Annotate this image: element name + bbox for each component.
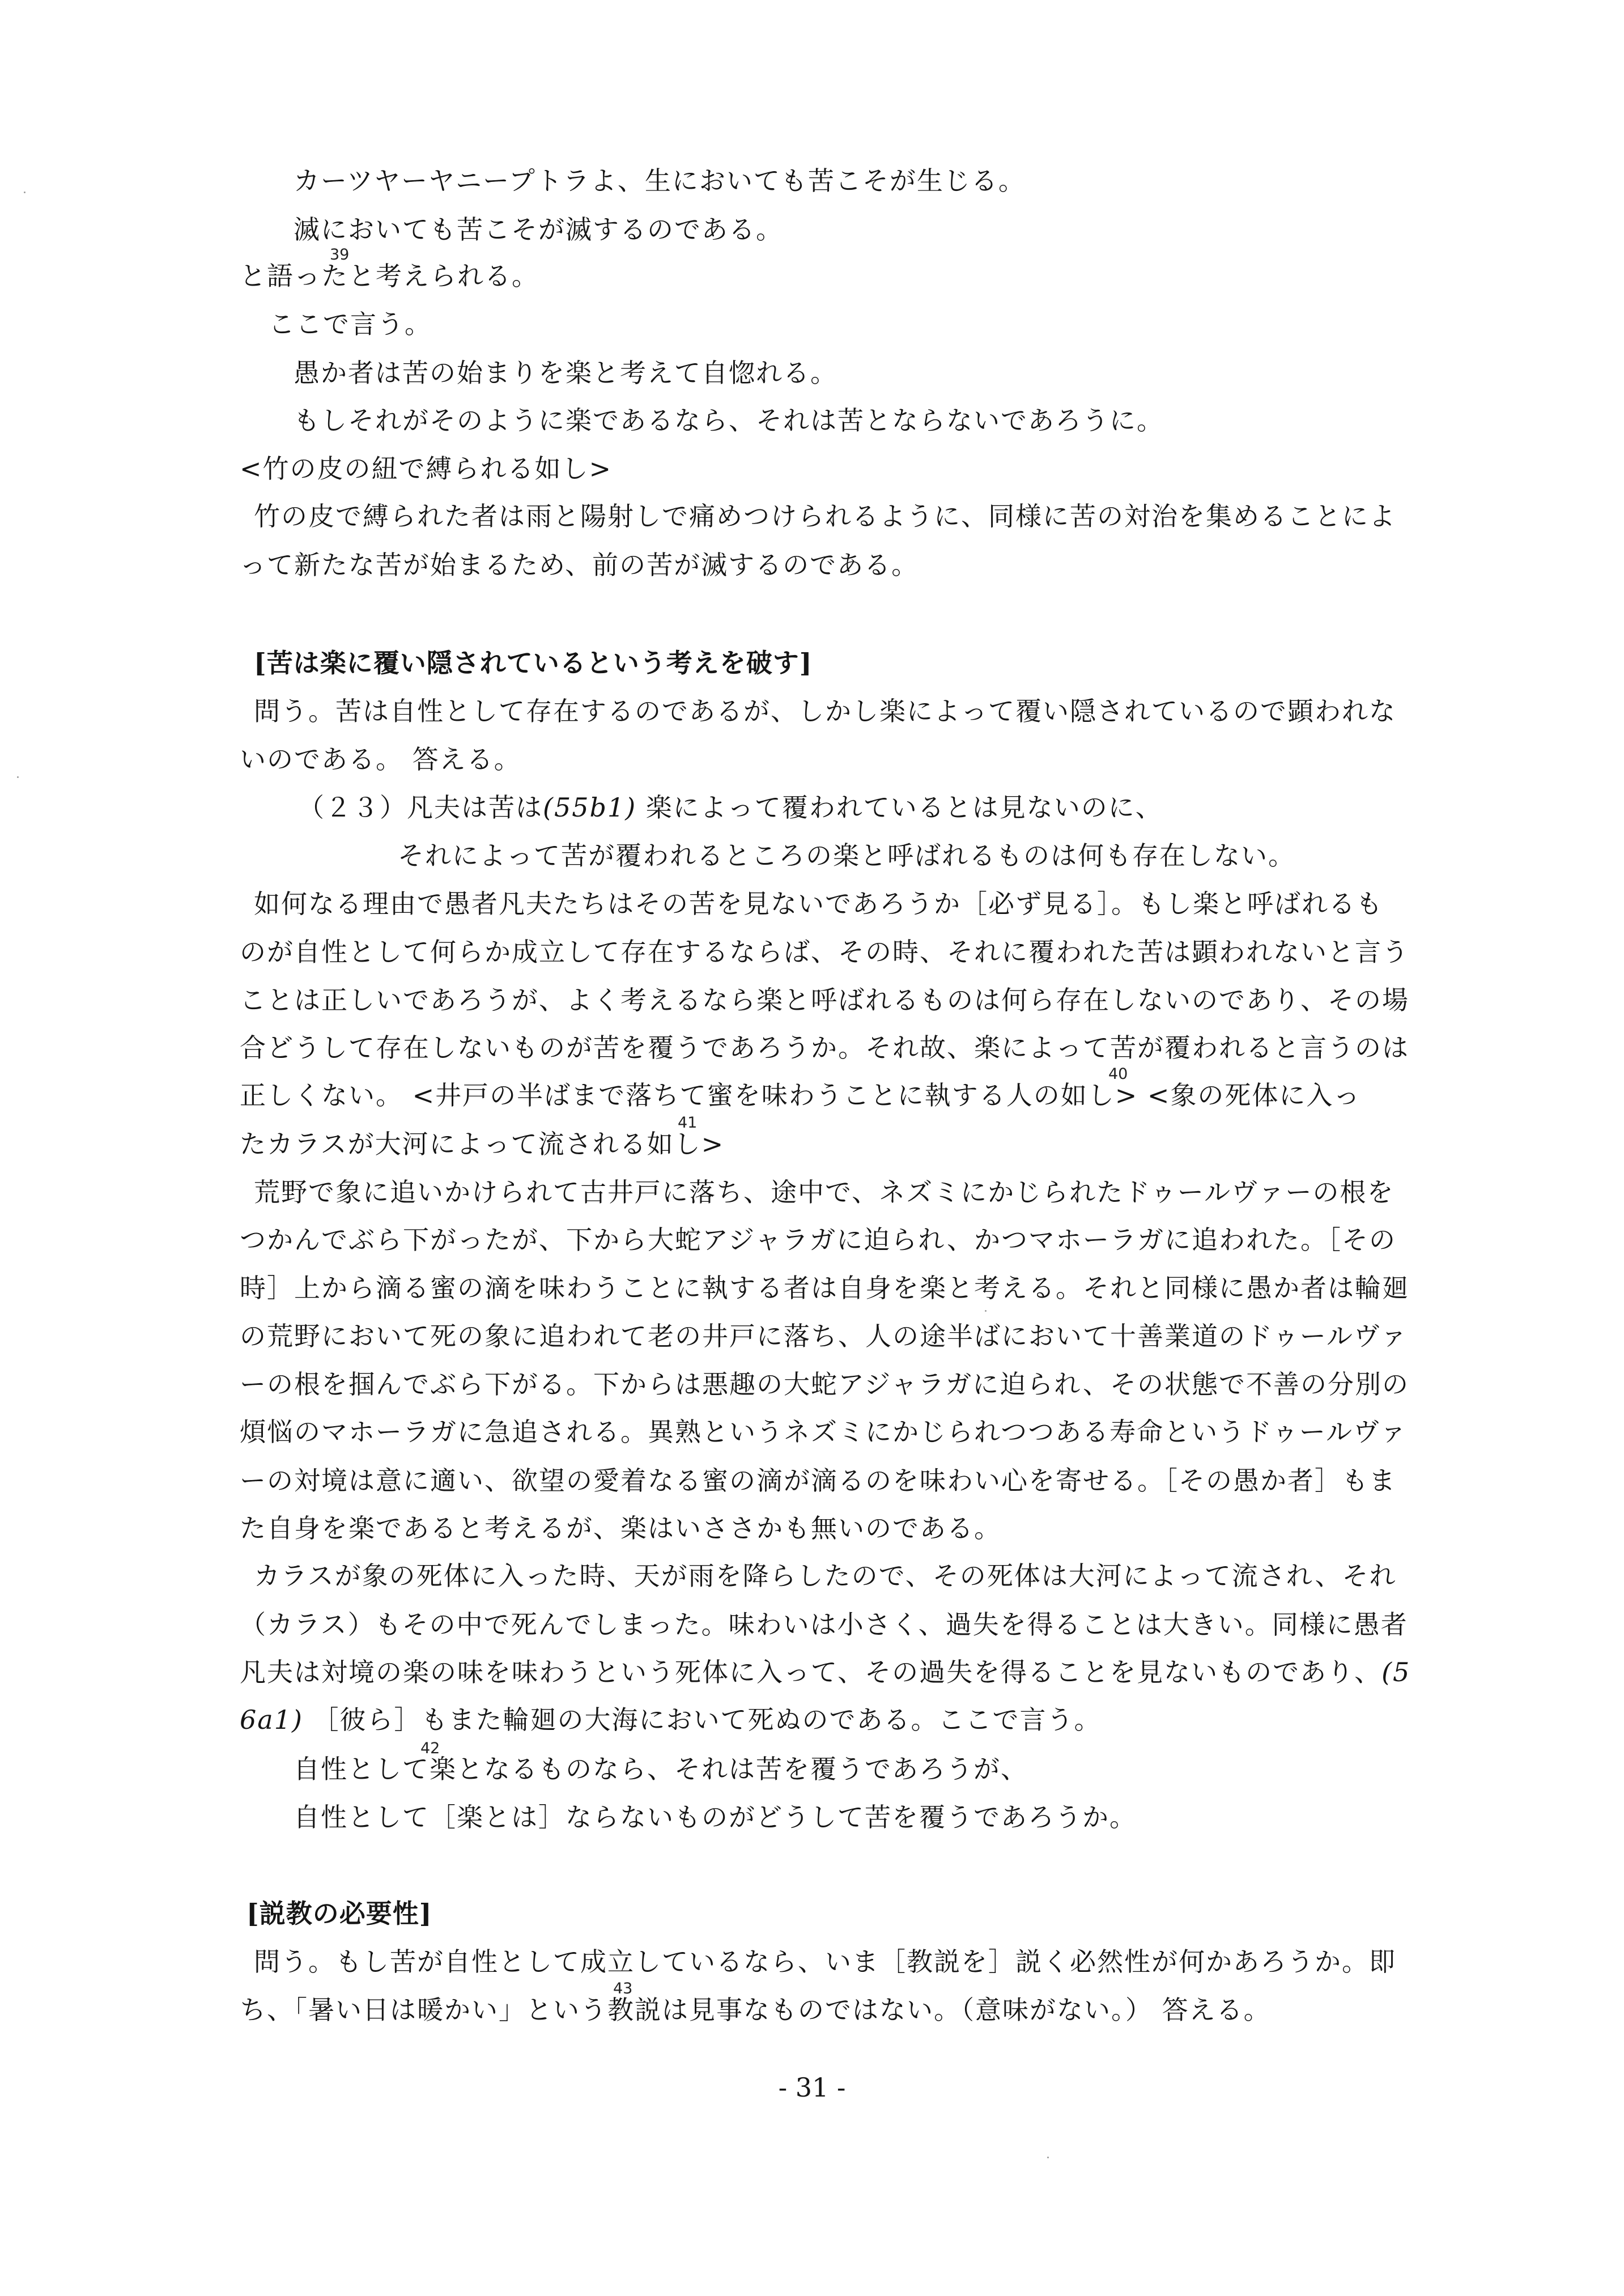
verse-text: 楽によって覆われているとは見ないのに、 [636, 792, 1163, 823]
paragraph-line: ことは正しいであろうが、よく考えるなら楽と呼ばれるものは何ら存在しないのであり、その場 [240, 985, 1409, 1015]
scan-speck [17, 776, 19, 778]
scan-speck [1047, 2157, 1049, 2158]
page-reference: (55b1) [543, 792, 637, 823]
verse-line: カーツヤーヤニープトラよ、生においても苦こそが生じる。 [294, 165, 1026, 196]
verse-line [298, 791, 1163, 824]
simile-title: <竹の皮の紐で縛られる如し> [240, 453, 613, 484]
verse-line: 愚か者は苦の始まりを楽と考えて自惚れる。 [294, 358, 837, 388]
paragraph-text: 凡夫は対境の楽の味を味わうという死体に入って、その過失を得ることを見ないものであり、 [240, 1657, 1382, 1687]
paragraph-text: ［彼ら］もまた輪廻の大海において死ぬのである。ここで言う。 [303, 1704, 1102, 1735]
paragraph-line: 問う。もし苦が自性として成立しているなら、いま［教説を］説く必然性が何かあろうか。即 [254, 1946, 1396, 1977]
paragraph-line: 正しくない。 <井戸の半ばまで落ちて蜜を味わうことに執する人の如し> <象の死体に入っ [240, 1080, 1361, 1111]
verse-line: それによって苦が覆われるところの楽と呼ばれるものは何も存在しない。 [398, 840, 1295, 871]
paragraph-line: つかんでぶら下がったが、下から大蛇アジャラガに迫られ、かつマホーラガに追われた。［その [240, 1224, 1396, 1255]
footnote-marker: 41 [678, 1114, 698, 1132]
paragraph-line: たカラスが大河によって流される如し> [240, 1129, 725, 1159]
footnote-marker: 43 [613, 1980, 633, 1997]
paragraph-line: 問う。苦は自性として存在するのであるが、しかし楽によって覆い隠されているので顕われな [254, 696, 1396, 726]
verse-line: 自性として［楽とは］ならないものがどうして苦を覆うであろうか。 [294, 1802, 1137, 1832]
verse-line: もしそれがそのように楽であるなら、それは苦とならないであろうに。 [294, 405, 1164, 436]
paragraph-line: 時］上から滴る蜜の滴を味わうことに執する者は自身を楽と考える。それと同様に愚か者は輪廻 [240, 1273, 1409, 1303]
paragraph-line [240, 1656, 1410, 1689]
footnote-marker: 39 [330, 246, 350, 263]
text-line: ここで言う。 [269, 309, 432, 339]
paragraph-line: ち、「暑い日は暖かい」という教説は見事なものではない。（意味がない。） 答える。 [240, 1995, 1271, 2025]
paragraph-line: 煩悩のマホーラガに急追される。異熟というネズミにかじられつつある寿命というドゥールヴァ [240, 1417, 1408, 1447]
paragraph-line: って新たな苦が始まるため、前の苦が滅するのである。 [240, 550, 919, 580]
paragraph-line: 竹の皮で縛られた者は雨と陽射しで痛めつけられるように、同様に苦の対治を集めることによ [254, 501, 1396, 532]
page-reference: 6a1) [240, 1704, 303, 1735]
paragraph-line: 合どうして存在しないものが苦を覆うであろうか。それ故、楽によって苦が覆われると言うのは [240, 1032, 1409, 1063]
paragraph-line: ーの対境は意に適い、欲望の愛着なる蜜の滴が滴るのを味わい心を寄せる。［その愚か者］もま [240, 1465, 1396, 1496]
scan-speck [985, 1310, 987, 1312]
footnote-marker: 40 [1108, 1065, 1128, 1083]
paragraph-line: （カラス）もその中で死んでしまった。味わいは小さく、過失を得ることは大きい。同様に愚者 [240, 1609, 1408, 1640]
section-heading: [苦は楽に覆い隠されているという考えを破す] [254, 648, 813, 678]
paragraph-line: た自身を楽であると考えるが、楽はいささかも無いのである。 [240, 1513, 1001, 1544]
footnote-marker: 42 [420, 1740, 440, 1757]
paragraph-line: 如何なる理由で愚者凡夫たちはその苦を見ないであろうか［必ず見る］。もし楽と呼ばれるも [254, 888, 1383, 919]
paragraph-line: のが自性として何らか成立して存在するならば、その時、それに覆われた苦は顕われないと言う [240, 937, 1409, 967]
verse-text: （２３）凡夫は苦は [298, 792, 543, 823]
paragraph-line: いのである。 答える。 [240, 744, 521, 775]
paragraph-line: ーの根を掴んでぶら下がる。下からは悪趣の大蛇アジャラガに迫られ、その状態で不善の分別の [240, 1369, 1409, 1400]
section-heading: [説教の必要性] [246, 1898, 432, 1929]
paragraph-line: カラスが象の死体に入った時、天が雨を降らしたので、その死体は大河によって流され、それ [254, 1561, 1397, 1591]
verse-line: 滅においても苦こそが滅するのである。 [294, 214, 783, 245]
verse-line: 自性として楽となるものなら、それは苦を覆うであろうが、 [294, 1754, 1028, 1784]
scan-speck [24, 192, 25, 193]
paragraph-line: の荒野において死の象に追われて老の井戸に落ち、人の途半ばにおいて十善業道のドゥールヴァ [240, 1321, 1408, 1351]
page-reference: (5 [1381, 1657, 1411, 1687]
page-number: - 31 - [778, 2072, 846, 2103]
paragraph-line [240, 1703, 1102, 1736]
text-line: と語ったと考えられる。 [240, 261, 539, 291]
paragraph-line: 荒野で象に追いかけられて古井戸に落ち、途中で、ネズミにかじられたドゥールヴァーの根を [254, 1177, 1395, 1207]
